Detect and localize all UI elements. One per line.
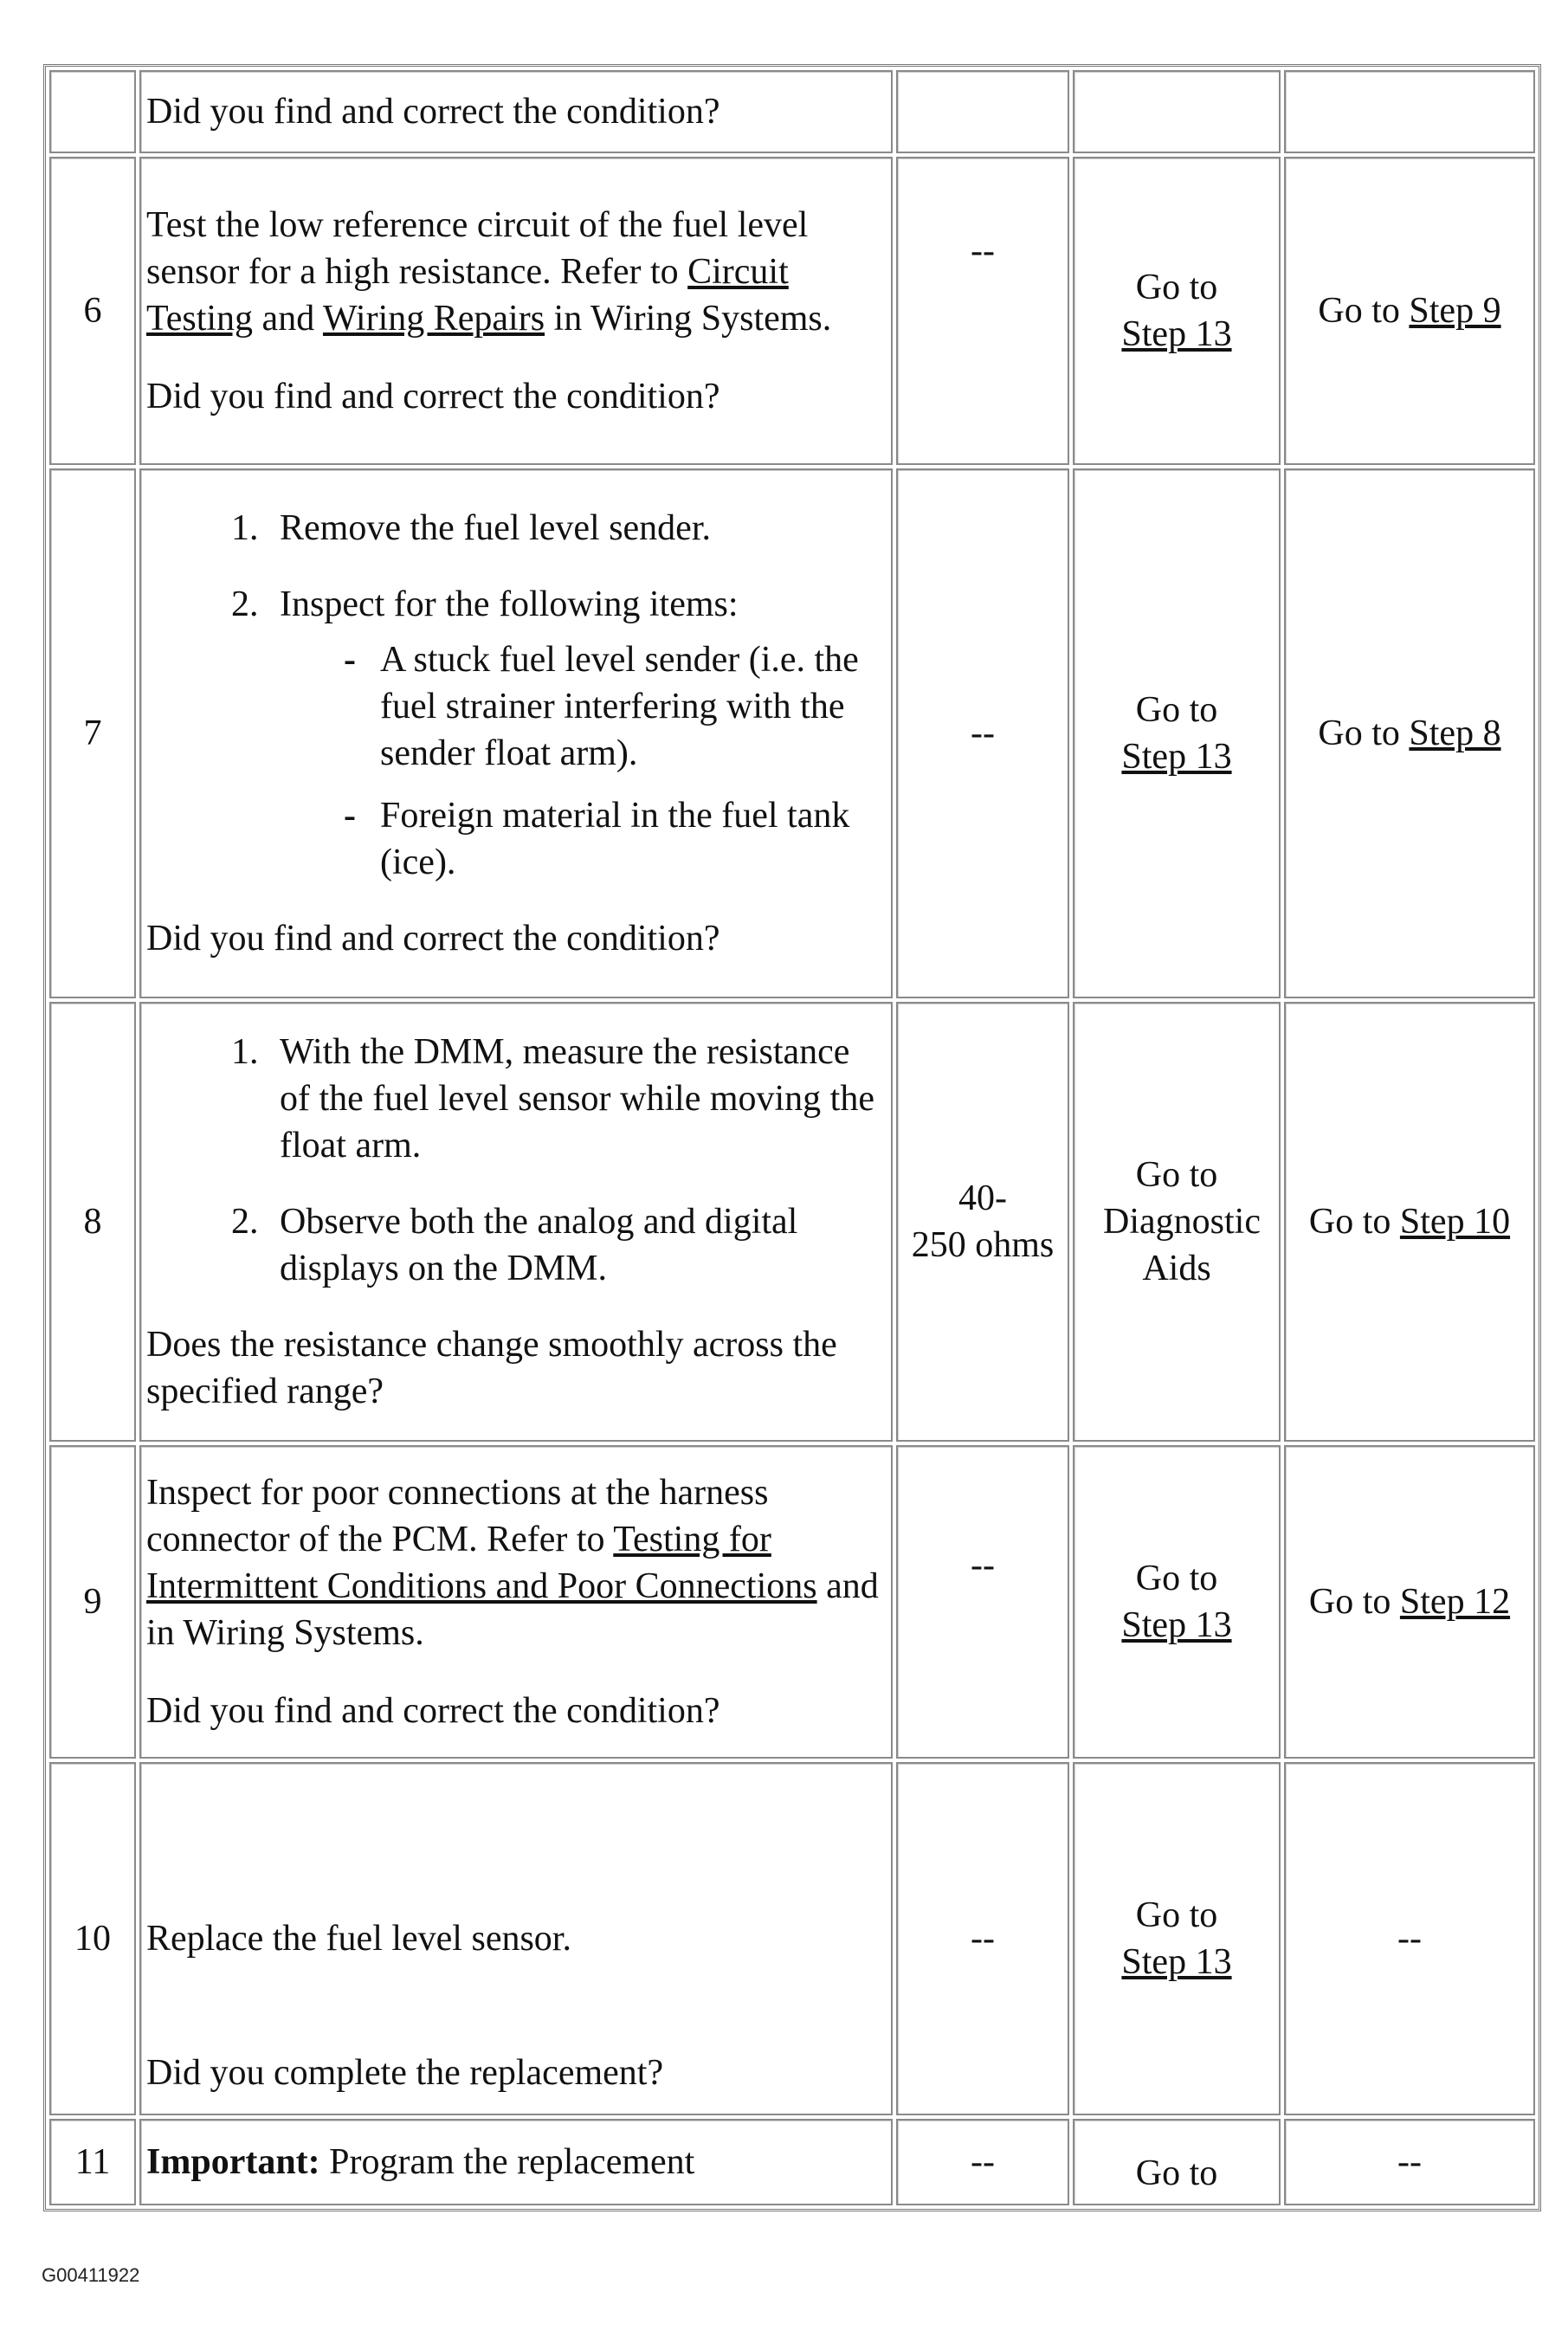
value-cell: -- xyxy=(896,1762,1069,2115)
value-cell xyxy=(896,70,1069,153)
question-text: Does the resistance change smoothly across the specified range? xyxy=(146,1325,837,1411)
action-cell xyxy=(139,2119,893,2205)
list-item: 1. With the DMM, measure the resistance of the fuel level sensor while moving the float arm. xyxy=(268,1029,886,1169)
action-cell xyxy=(139,70,893,153)
value-cell: -- xyxy=(896,468,1069,998)
step-number-cell: 10 xyxy=(49,1762,136,2115)
table-row xyxy=(49,157,1535,465)
value-cell: -- xyxy=(896,2119,1069,2205)
numbered-list xyxy=(146,505,886,886)
step-number-cell: 6 xyxy=(49,157,136,465)
table-row xyxy=(49,1445,1535,1759)
step-9-link[interactable]: Step 9 xyxy=(1409,291,1501,331)
no-cell xyxy=(1284,70,1535,153)
yes-cell xyxy=(1073,1002,1281,1442)
sub-list xyxy=(280,636,886,886)
sub-list-item: - A stuck fuel level sender (i.e. the fuel strainer interfering with the sender float arm). xyxy=(363,636,886,777)
step-12-link[interactable]: Step 12 xyxy=(1399,1582,1511,1622)
no-cell xyxy=(1284,1002,1535,1442)
goto-label: Go to xyxy=(1135,690,1218,730)
instruction-fragment: Inspect for poor connections at the harness connector of the PCM. Refer to xyxy=(146,1473,769,1559)
diagnostic-aids-label: Go to Diagnostic Aids xyxy=(1103,1155,1261,1288)
question-text: Did you complete the replacement? xyxy=(146,2053,664,2093)
sub-list-item: - Foreign material in the fuel tank (ice). xyxy=(363,792,886,886)
table-row xyxy=(49,468,1535,998)
step-13-link[interactable]: Step 13 xyxy=(1121,737,1232,777)
step-number-cell: 8 xyxy=(49,1002,136,1442)
wiring-repairs-link[interactable]: Wiring Repairs xyxy=(322,299,545,339)
step-number-cell xyxy=(49,70,136,153)
instruction-fragment: Program the replacement xyxy=(329,2142,695,2182)
circuit-testing-link[interactable]: Circuit Testing xyxy=(146,252,789,339)
value-cell: -- xyxy=(896,157,1069,465)
step-13-link[interactable]: Step 13 xyxy=(1121,314,1232,354)
yes-cell xyxy=(1073,157,1281,465)
action-cell xyxy=(139,1002,893,1442)
goto-label: Go to xyxy=(1135,268,1218,307)
yes-cell xyxy=(1073,70,1281,153)
goto-label: Go to xyxy=(1135,1559,1218,1598)
yes-cell xyxy=(1073,2119,1281,2205)
goto-label: Go to xyxy=(1308,1202,1391,1242)
list-item xyxy=(268,581,886,886)
no-cell xyxy=(1284,468,1535,998)
question-text: Did you find and correct the condition? xyxy=(146,92,720,132)
important-label: Important: xyxy=(146,2142,320,2182)
value-cell: 40- 250 ohms xyxy=(896,1002,1069,1442)
instruction-fragment: Test the low reference circuit of the fuel level sensor for a high resistance. Refer to xyxy=(146,205,809,292)
step-10-link[interactable]: Step 10 xyxy=(1399,1202,1511,1242)
list-item: 1. Remove the fuel level sender. xyxy=(268,505,886,552)
yes-cell xyxy=(1073,468,1281,998)
goto-label: Go to xyxy=(1318,713,1400,753)
step-13-link[interactable]: Step 13 xyxy=(1121,1605,1232,1645)
action-cell xyxy=(139,468,893,998)
yes-cell xyxy=(1073,1445,1281,1759)
goto-label: Go to xyxy=(1135,1895,1218,1935)
goto-label: Go to xyxy=(1135,2153,1218,2193)
instruction-fragment: and in Wiring Systems. xyxy=(146,1566,879,1653)
goto-label: Go to xyxy=(1308,1582,1391,1622)
table-row xyxy=(49,1762,1535,2115)
table-row xyxy=(49,70,1535,153)
question-text: Did you find and correct the condition? xyxy=(146,1691,720,1731)
step-13-link[interactable]: Step 13 xyxy=(1121,1942,1232,1982)
numbered-list xyxy=(146,1029,886,1292)
value-cell: -- xyxy=(896,1445,1069,1759)
no-cell xyxy=(1284,1445,1535,1759)
instruction-fragment: and xyxy=(261,299,315,339)
goto-label: Go to xyxy=(1318,291,1400,331)
action-cell xyxy=(139,1445,893,1759)
instruction-fragment: in Wiring Systems. xyxy=(553,299,832,339)
instruction-text: Replace the fuel level sensor. xyxy=(146,1919,571,1959)
list-item: 2. Observe both the analog and digital displays on the DMM. xyxy=(268,1198,886,1292)
action-cell xyxy=(139,157,893,465)
figure-code: G00411922 xyxy=(42,2264,140,2286)
list-item-text: Inspect for the following items: xyxy=(280,584,739,624)
table-row xyxy=(49,1002,1535,1442)
yes-cell xyxy=(1073,1762,1281,2115)
diagnostic-table xyxy=(43,64,1541,2211)
table-row xyxy=(49,2119,1535,2205)
step-8-link[interactable]: Step 8 xyxy=(1409,713,1501,753)
no-cell: -- xyxy=(1284,1762,1535,2115)
step-number-cell: 9 xyxy=(49,1445,136,1759)
step-number-cell: 7 xyxy=(49,468,136,998)
question-text: Did you find and correct the condition? xyxy=(146,377,720,416)
step-number-cell: 11 xyxy=(49,2119,136,2205)
no-cell xyxy=(1284,157,1535,465)
no-cell: -- xyxy=(1284,2119,1535,2205)
question-text: Did you find and correct the condition? xyxy=(146,919,720,959)
action-cell xyxy=(139,1762,893,2115)
instruction-text xyxy=(146,1469,886,1656)
instruction-text xyxy=(146,202,886,342)
intermittent-conditions-link[interactable]: Testing for Intermittent Conditions and Poor Connections xyxy=(146,1520,817,1606)
